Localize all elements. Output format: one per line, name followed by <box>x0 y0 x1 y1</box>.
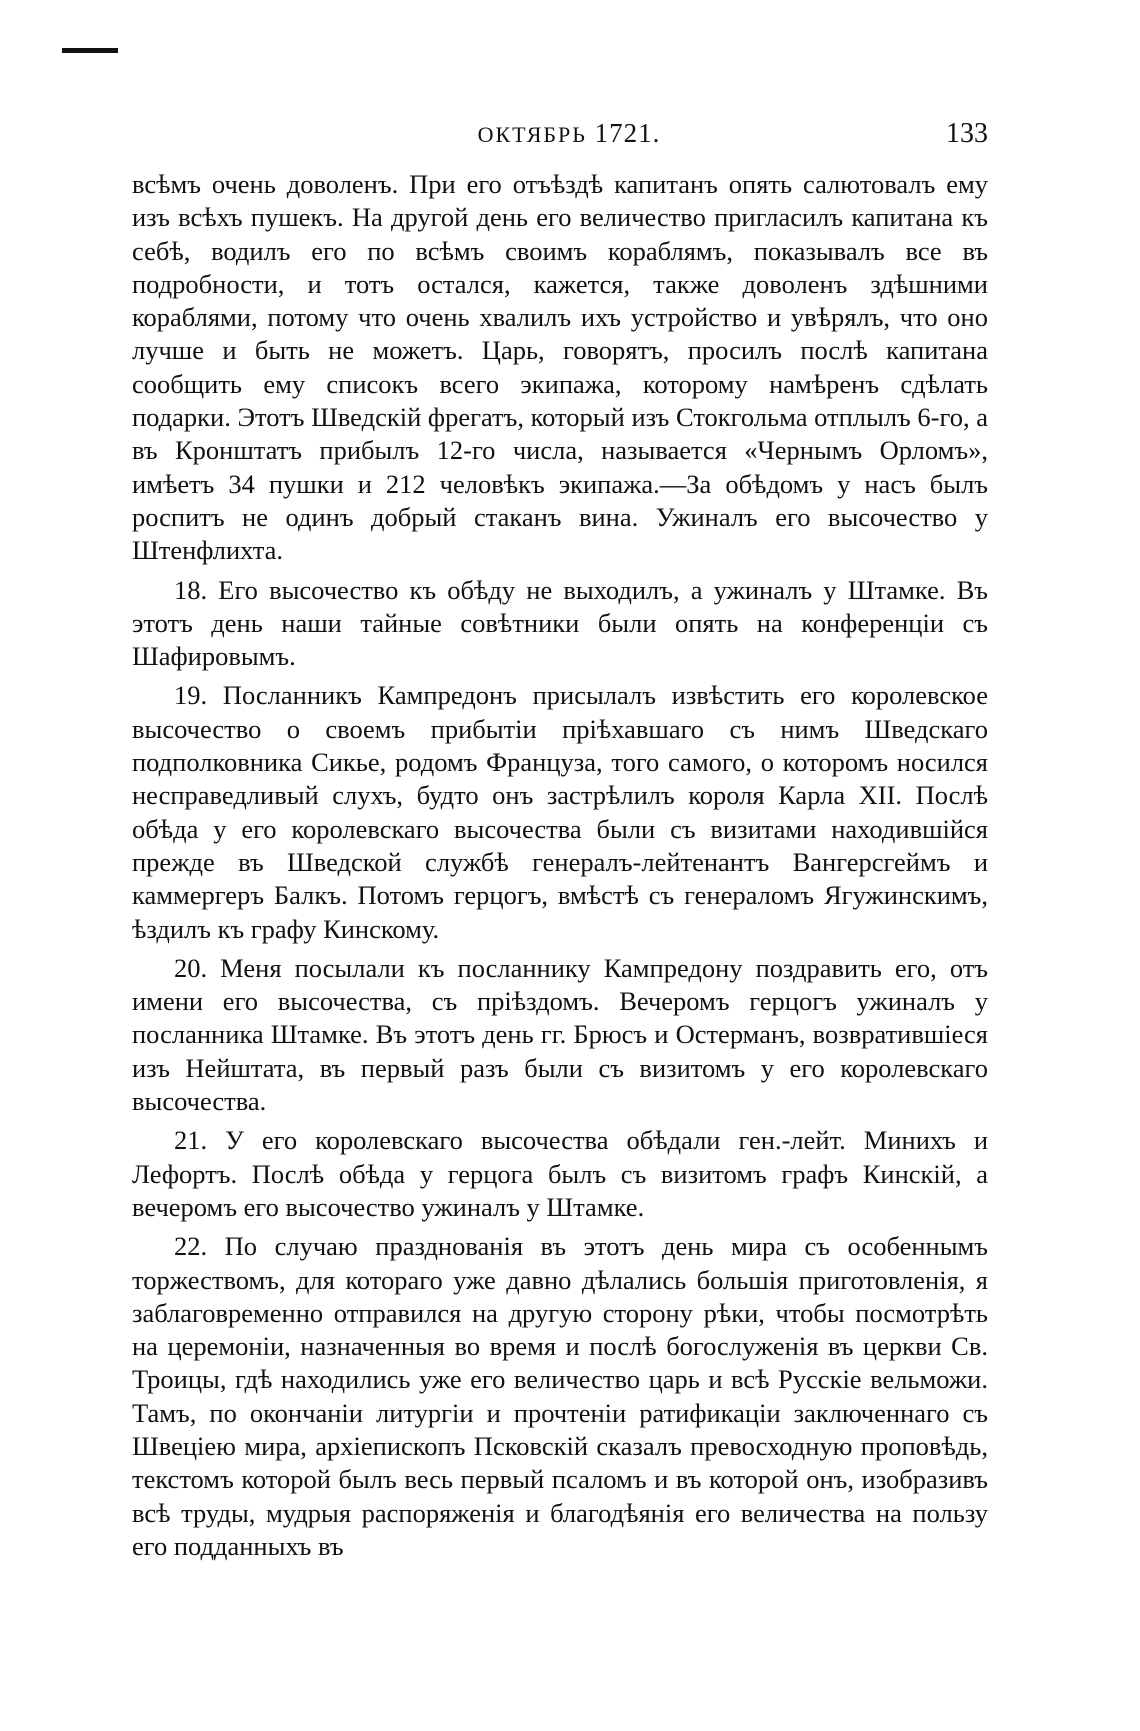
diary-entry-19 <box>132 679 988 945</box>
paragraph-text: У его королевскаго высочества обѣдали ген.-лейт. Минихъ и Лефортъ. Послѣ обѣда у герцога былъ съ визитомъ графъ Кинскій, а вечеромъ его высочество ужиналъ у Штамке. <box>132 1125 989 1222</box>
scan-edge-mark <box>62 48 118 53</box>
page-header <box>150 118 988 158</box>
diary-entry-22 <box>132 1230 988 1563</box>
paragraph-text: По случаю празднованія въ этотъ день мира съ особеннымъ торжествомъ, для котораго уже давно дѣлались большія приготовленія, я заблаговременно отправился на другую сторону рѣки, чтобы посмотрѣть на церемоніи, назначенныя во время и послѣ богослуженія въ церкви Св. Троицы, гдѣ находились уже его величество царь и всѣ Русскіе вельможи. Тамъ, по окончаніи литургіи и прочтеніи ратификаціи заключеннаго съ Швеціею мира, архіепископъ Псковскій сказалъ превосходную проповѣдь, текстомъ которой былъ весь первый псаломъ и въ которой онъ, изобразивъ всѣ труды, мудрыя распоряженія и благодѣянія его величества на пользу его подданныхъ въ <box>132 1231 989 1561</box>
paragraph-text: Меня посылали къ посланнику Кампредону поздравить его, отъ имени его высочества, съ пріѣздомъ. Вечеромъ герцогъ ужиналъ у посланника Штамке. Въ этотъ день гг. Брюсъ и Остерманъ, возвратившіеся изъ Нейштата, въ первый разъ были съ визитомъ у его королевскаго высочества. <box>132 952 988 1117</box>
running-head-year: 1721. <box>594 118 661 148</box>
diary-entry-20 <box>132 952 988 1118</box>
running-head <box>150 118 988 149</box>
diary-entry-18 <box>132 574 988 674</box>
paragraph-text: Его высочество къ обѣду не выходилъ, а ужиналъ у Штамке. Въ этотъ день наши тайные совѣтники были опять на конференціи съ Шафировымъ. <box>132 574 989 672</box>
entry-date-number: 20. <box>174 952 208 983</box>
entry-date-number: 18. <box>174 574 208 605</box>
paragraph-text: Посланникъ Кампредонъ присылалъ извѣстить его королевское высочество о своемъ прибытіи пріѣхавшаго съ нимъ Шведскаго подполковника Сикье, родомъ Француза, того самого, о которомъ носился несправедливый слухъ, будто онъ застрѣлилъ короля Карла XII. Послѣ обѣда у его королевскаго высочества были съ визитами находившійся прежде въ Шведской службѣ генералъ-лейтенантъ Вангерсгеймъ и каммергеръ Балкъ. Потомъ герцогъ, вмѣстѣ съ генераломъ Ягужинскимъ, ѣздилъ къ графу Кинскому. <box>132 680 988 944</box>
paragraph-continuation <box>132 168 988 568</box>
entry-date-number: 19. <box>174 680 208 711</box>
entry-date-number: 21. <box>174 1125 208 1156</box>
body-text <box>132 168 988 1569</box>
diary-entry-21 <box>132 1124 988 1224</box>
entry-date-number: 22. <box>174 1231 208 1262</box>
paragraph-text: всѣмъ очень доволенъ. При его отъѣздѣ капитанъ опять салютовалъ ему изъ всѣхъ пушекъ. На другой день его величество пригласилъ капитана къ себѣ, водилъ его по всѣмъ своимъ кораблямъ, показывалъ все въ подробности, и тотъ остался, кажется, также доволенъ здѣшними кораблями, потому что очень хвалилъ ихъ устройство и увѣрялъ, что оно лучше и быть не можетъ. Царь, говорятъ, просилъ послѣ капитана сообщить ему списокъ всего экипажа, которому намѣренъ сдѣлать подарки. Этотъ Шведскій фрегатъ, который изъ Стокгольма отплылъ 6-го, а въ Кронштатъ прибылъ 12-го числа, называется «Чернымъ Орломъ», имѣетъ 34 пушки и 212 человѣкъ экипажа.—За обѣдомъ у насъ былъ роспитъ не одинъ добрый стаканъ вина. Ужиналъ его высочество у Штенфлихта. <box>132 169 988 566</box>
running-head-month: ОКТЯБРЬ <box>477 122 587 147</box>
page-number: 133 <box>946 118 988 149</box>
